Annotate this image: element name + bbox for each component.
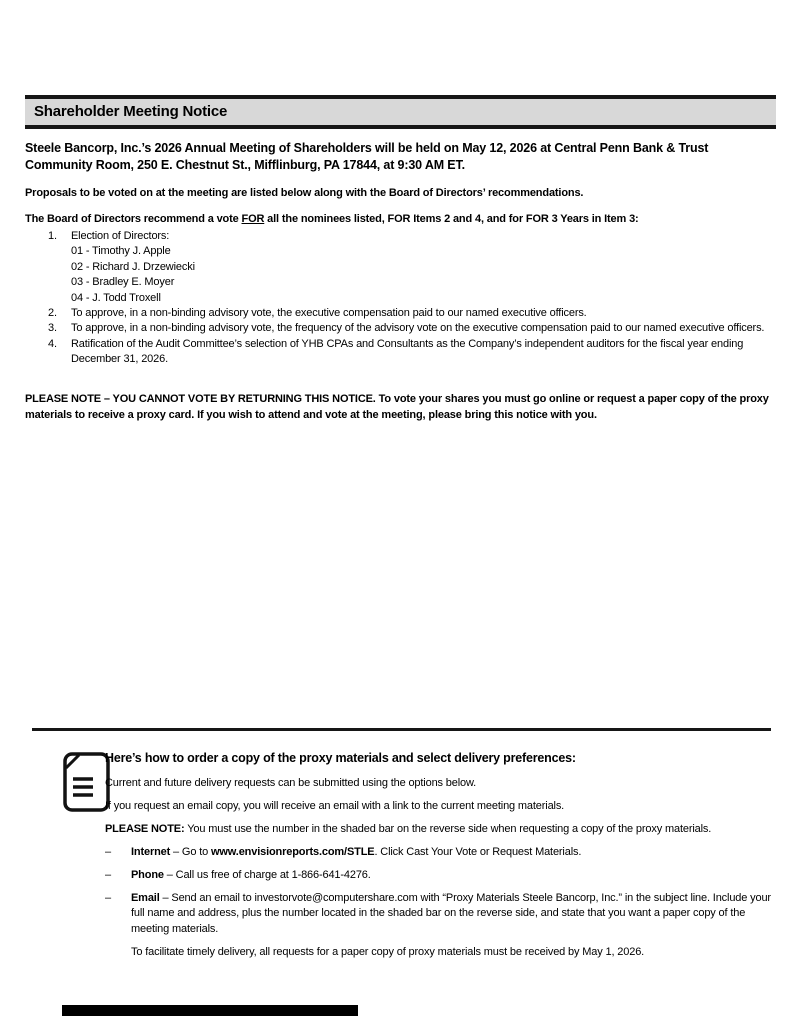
board-recommendation-post: all the nominees listed, FOR Items 2 and 4, and for FOR 3 Years in Item 3: [264, 213, 639, 225]
delivery-method-internet [105, 845, 773, 861]
vote-item-text: Ratification of the Audit Committee’s selection of YHB CPAs and Consultants as the Company’s independent auditors for the fiscal year ending December 31, 2026. [71, 337, 744, 366]
proposals-line: Proposals to be voted on at the meeting are listed below along with the Board of Directors’ recommendations. [25, 187, 584, 199]
order-heading: Here’s how to order a copy of the proxy materials and select delivery preferences: [105, 751, 576, 765]
nominee-line: 03 - Bradley E. Moyer [71, 276, 175, 289]
board-recommendation-line [25, 213, 777, 225]
meeting-intro-paragraph: Steele Bancorp, Inc.’s 2026 Annual Meeting of Shareholders will be held on May 12, 2026 at Central Penn Bank & Trust Community Room, 250 E. Chestnut St., Mifflinburg, PA 17844, at 9:30 AM ET. [25, 141, 709, 172]
vote-item-text [71, 229, 771, 306]
method-pre: – Call us free of charge at 1-866-641-4276. [163, 868, 371, 881]
order-note-text: You must use the number in the shaded bar on the reverse side when requesting a copy of the proxy materials. [184, 822, 712, 835]
vote-item-3 [48, 321, 771, 336]
delivery-method-text [131, 845, 773, 861]
method-label: Email [131, 891, 160, 904]
vote-warning-paragraph: PLEASE NOTE – YOU CANNOT VOTE BY RETURNING THIS NOTICE. To vote your shares you must go online or request a paper copy of the proxy materials to receive a proxy card. If you wish to attend and vote at the meeting, please bring this notice with you. [25, 393, 769, 421]
order-line-email-copy: If you request an email copy, you will receive an email with a link to the current meeting materials. [105, 799, 565, 812]
method-label: Phone [131, 868, 164, 881]
vote-item-number: 3. [48, 322, 57, 335]
nominee-line: 02 - Richard J. Drzewiecki [71, 260, 195, 273]
delivery-method-phone [105, 868, 773, 884]
alignment-bar [62, 1005, 358, 1016]
nominee-line: 01 - Timothy J. Apple [71, 245, 171, 258]
delivery-method-text [131, 891, 773, 938]
vote-item-title: Election of Directors: [71, 230, 170, 242]
vote-item-list [48, 229, 771, 368]
board-recommendation-pre: The Board of Directors recommend a vote [25, 213, 242, 225]
vote-item-number: 1. [48, 230, 57, 242]
method-url: www.envisionreports.com/STLE [210, 845, 375, 858]
dash-bullet: – [105, 891, 111, 904]
vote-item-4 [48, 337, 771, 368]
vote-item-text: To approve, in a non-binding advisory vote, the executive compensation paid to our named executive officers. [71, 307, 587, 320]
dash-bullet: – [105, 868, 111, 881]
vote-item-text: To approve, in a non-binding advisory vote, the frequency of the advisory vote on the executive compensation paid to our named executive officers. [71, 322, 765, 335]
delivery-method-email [105, 891, 773, 938]
vote-item-number: 2. [48, 307, 57, 320]
delivery-method-text [131, 868, 773, 884]
method-post: . Click Cast Your Vote or Request Materials. [374, 845, 582, 858]
header-bar [25, 95, 776, 129]
order-note-line [105, 822, 773, 838]
section-divider-rule [32, 728, 771, 731]
page-title: Shareholder Meeting Notice [34, 103, 228, 120]
vote-item-number: 4. [48, 337, 57, 350]
board-recommendation-for-underlined: FOR [241, 213, 265, 225]
order-note-label: PLEASE NOTE: [105, 822, 185, 835]
vote-item-1 [48, 229, 771, 306]
vote-item-2 [48, 306, 771, 321]
method-pre: – Send an email to investorvote@computershare.com with “Proxy Materials Steele Bancorp, Inc.” in the subject line. Include your full name and address, plus the number located in the shaded bar on the reverse side, and state that you want a paper copy of the meeting materials. [131, 891, 771, 935]
document-icon [63, 752, 110, 812]
method-pre: – Go to [170, 845, 211, 858]
method-label: Internet [131, 845, 171, 858]
deadline-line: To facilitate timely delivery, all requests for a paper copy of proxy materials must be received by May 1, 2026. [131, 946, 645, 958]
order-line-current-future: Current and future delivery requests can be submitted using the options below. [105, 776, 477, 789]
dash-bullet: – [105, 845, 111, 858]
nominee-line: 04 - J. Todd Troxell [71, 291, 161, 304]
order-instructions [105, 751, 773, 961]
